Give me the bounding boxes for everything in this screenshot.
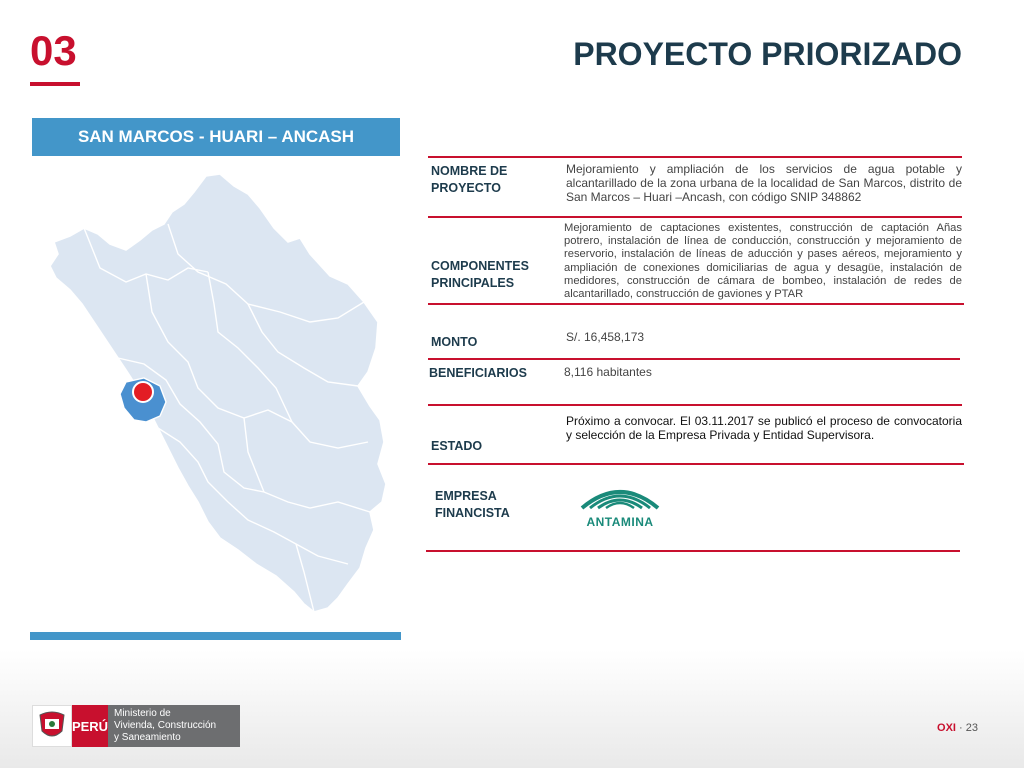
beneficiaries-value: 8,116 habitantes	[564, 365, 652, 379]
amount-label: MONTO	[431, 335, 478, 349]
oxi-label: OXI	[937, 722, 956, 734]
company-label: EMPRESA FINANCISTA	[435, 489, 510, 520]
page-number: 23	[965, 722, 978, 734]
location-banner-text: SAN MARCOS - HUARI – ANCASH	[77, 127, 355, 146]
status-label: ESTADO	[431, 439, 483, 453]
ministry-line-1: Ministerio de	[114, 708, 171, 719]
project-name-value: Mejoramiento y ampliación de los servicios de agua potable y alcantarillado de la zona urbana de la localidad de San Marcos, distrito de San Marcos – Huari –Ancash, con código SNIP 348862	[566, 162, 962, 204]
row-divider	[428, 216, 962, 218]
status-value: Próximo a convocar. El 03.11.2017 se publicó el proceso de convocatoria y selección de la Empresa Privada y Entidad Supervisora.	[566, 414, 962, 442]
peru-outline	[50, 174, 386, 612]
page-indicator	[937, 722, 978, 734]
components-label: COMPONENTES PRINCIPALES	[431, 259, 529, 290]
row-divider	[426, 550, 960, 552]
components-value: Mejoramiento de captaciones existentes, construcción de captación Añas potrero, instalación de línea de conducción, construcción y mejoramiento de reservorio, instalación de líneas de aducción y pases aéreos, mejoramiento y ampliación de conexiones domiciliarias de agua y desagüe, instalación de medidores, construcción de cámara de bombeo, instalación de redes de alcantarillado, construcción de gaviones y PTAR	[564, 222, 962, 301]
peru-map-icon	[48, 172, 393, 617]
page-separator: ·	[955, 722, 966, 734]
antamina-logo-text: ANTAMINA	[586, 515, 654, 529]
slide-number: 03	[30, 27, 77, 74]
antamina-logo-icon	[578, 480, 662, 512]
slide-number-underline	[30, 82, 80, 86]
location-marker-icon	[133, 382, 153, 402]
page-title: PROYECTO PRIORIZADO	[573, 36, 962, 72]
row-divider	[428, 156, 962, 158]
project-name-label: NOMBRE DE PROYECTO	[431, 164, 508, 195]
row-divider	[428, 358, 960, 360]
row-divider	[428, 463, 964, 465]
ministry-line-3: y Saneamiento	[114, 732, 181, 743]
ministry-line-2: Vivienda, Construcción	[114, 720, 217, 731]
beneficiaries-label: BENEFICIARIOS	[429, 366, 527, 380]
ministry-logo	[32, 705, 240, 747]
location-banner	[32, 118, 400, 156]
map-bottom-bar	[30, 632, 401, 640]
row-divider	[428, 404, 962, 406]
footer-ministry	[108, 705, 240, 747]
antamina-logo	[578, 480, 662, 529]
national-crest-icon	[32, 705, 72, 747]
footer-country: PERÚ	[72, 705, 108, 747]
amount-value: S/. 16,458,173	[566, 330, 645, 344]
row-divider	[428, 303, 964, 305]
